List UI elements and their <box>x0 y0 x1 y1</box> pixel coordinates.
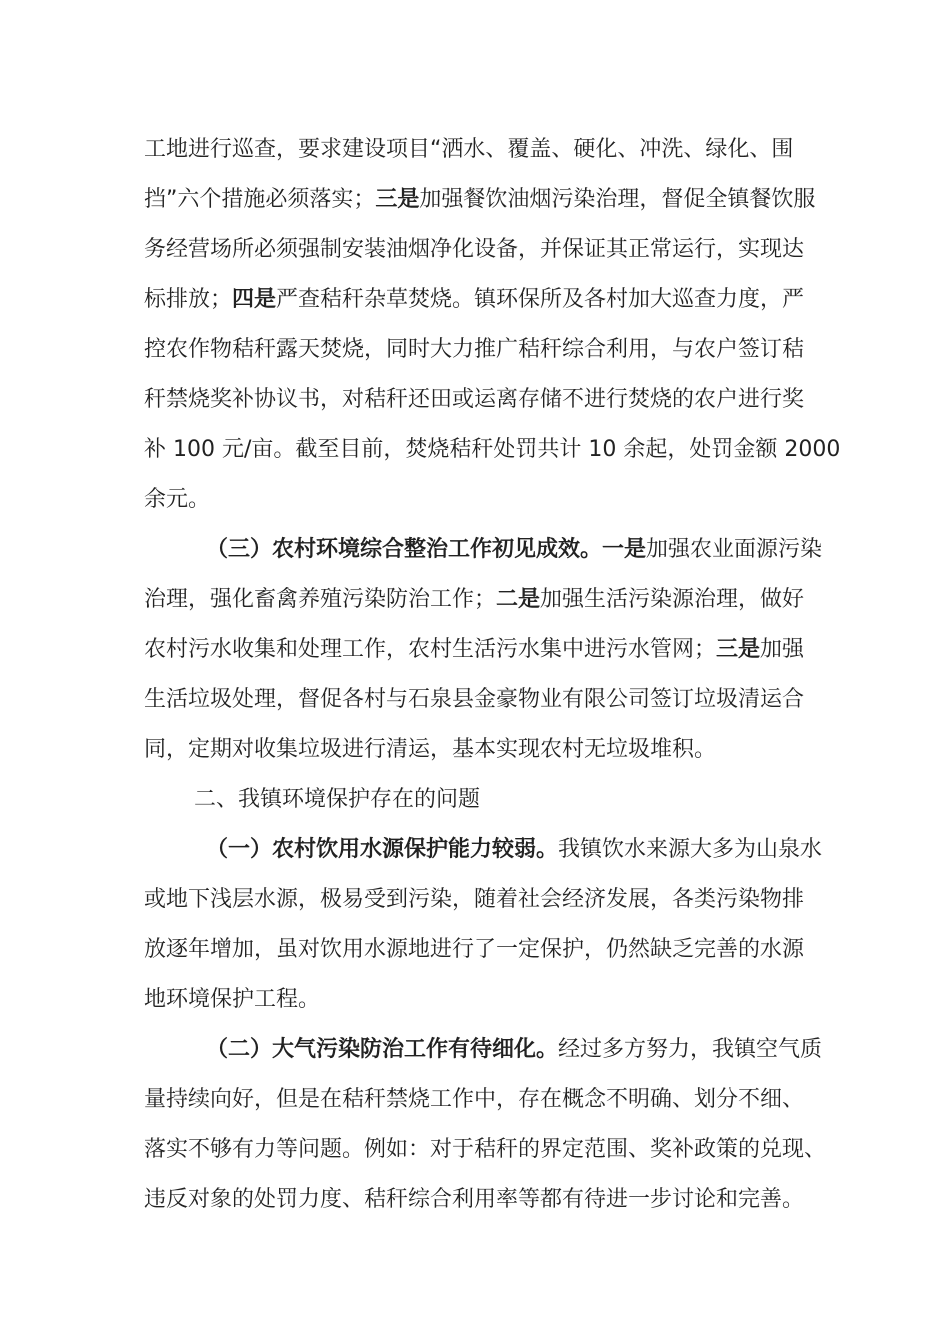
text-segment: 或地下浅层水源，极易受到污染，随着社会经济发展，各类污染物排 <box>144 887 805 912</box>
text-segment: 加强生活污染源治理，做好 <box>540 587 805 612</box>
text-segment: 同，定期对收集垃圾进行清运，基本实现农村无垃圾堆积。 <box>144 737 717 762</box>
text-segment: 标排放； <box>144 287 233 312</box>
text-segment: 落实不够有力等问题。例如：对于秸秆的界定范围、奖补政策的兑现、 <box>144 1137 827 1162</box>
text-line <box>144 475 804 525</box>
bold-text-segment: 三是 <box>716 637 761 662</box>
text-line <box>144 925 804 975</box>
text-line <box>144 575 804 625</box>
text-segment: 补 100 元/亩。截至目前，焚烧秸秆处罚共计 10 余起，处罚金额 2000 <box>144 437 841 462</box>
text-segment: 加强餐饮油烟污染治理，督促全镇餐饮服 <box>419 187 816 212</box>
text-segment: 务经营场所必须强制安装油烟净化设备，并保证其正常运行，实现达 <box>144 237 805 262</box>
document-body <box>144 125 841 1225</box>
text-line <box>144 825 823 875</box>
text-segment: 违反对象的处罚力度、秸秆综合利用率等都有待进一步讨论和完善。 <box>144 1187 805 1212</box>
bold-text-segment: 三是 <box>375 187 420 212</box>
text-segment: 经过多方努力，我镇空气质 <box>558 1037 823 1062</box>
text-line <box>144 525 823 575</box>
bold-text-segment: （一）农村饮用水源保护能力较弱。 <box>206 837 559 862</box>
text-line <box>144 125 804 175</box>
text-segment: 二、我镇环境保护存在的问题 <box>194 787 481 812</box>
text-segment: 秆禁烧奖补协议书，对秸秆还田或运离存储不进行焚烧的农户进行奖 <box>144 387 805 412</box>
text-line <box>144 775 804 825</box>
text-line <box>144 625 804 675</box>
text-line <box>144 175 816 225</box>
text-line <box>144 675 804 725</box>
text-segment: 挡”六个措施必须落实； <box>144 187 376 212</box>
bold-text-segment: 四是 <box>232 287 277 312</box>
text-segment: 我镇饮水来源大多为山泉水 <box>558 837 823 862</box>
text-line <box>144 225 804 275</box>
text-line <box>144 725 804 775</box>
text-line <box>144 975 804 1025</box>
text-segment: 余元。 <box>144 487 211 512</box>
text-segment: 治理，强化畜禽养殖污染防治工作； <box>144 587 497 612</box>
text-segment: 农村污水收集和处理工作，农村生活污水集中进污水管网； <box>144 637 717 662</box>
text-line <box>144 325 804 375</box>
bold-text-segment: 二是 <box>496 587 541 612</box>
bold-text-segment: （三）农村环境综合整治工作初见成效。一是 <box>206 537 647 562</box>
text-segment: 工地进行巡查，要求建设项目“洒水、覆盖、硬化、冲洗、绿化、围 <box>144 137 794 162</box>
text-line <box>144 875 804 925</box>
text-segment: 严查秸秆杂草焚烧。镇环保所及各村加大巡查力度，严 <box>276 287 805 312</box>
text-segment: 地环境保护工程。 <box>144 987 321 1012</box>
bold-text-segment: （二）大气污染防治工作有待细化。 <box>206 1037 559 1062</box>
text-line <box>144 1125 827 1175</box>
text-line <box>144 1175 804 1225</box>
text-line <box>144 1025 823 1075</box>
text-line <box>144 375 804 425</box>
text-segment: 控农作物秸秆露天焚烧，同时大力推广秸秆综合利用，与农户签订秸 <box>144 337 805 362</box>
text-segment: 量持续向好，但是在秸秆禁烧工作中，存在概念不明确、划分不细、 <box>144 1087 805 1112</box>
text-line <box>144 425 841 475</box>
text-line <box>144 275 804 325</box>
text-segment: 放逐年增加，虽对饮用水源地进行了一定保护，仍然缺乏完善的水源 <box>144 937 805 962</box>
text-line <box>144 1075 804 1125</box>
text-segment: 生活垃圾处理，督促各村与石泉县金豪物业有限公司签订垃圾清运合 <box>144 687 805 712</box>
text-segment: 加强农业面源污染 <box>646 537 823 562</box>
text-segment: 加强 <box>760 637 805 662</box>
